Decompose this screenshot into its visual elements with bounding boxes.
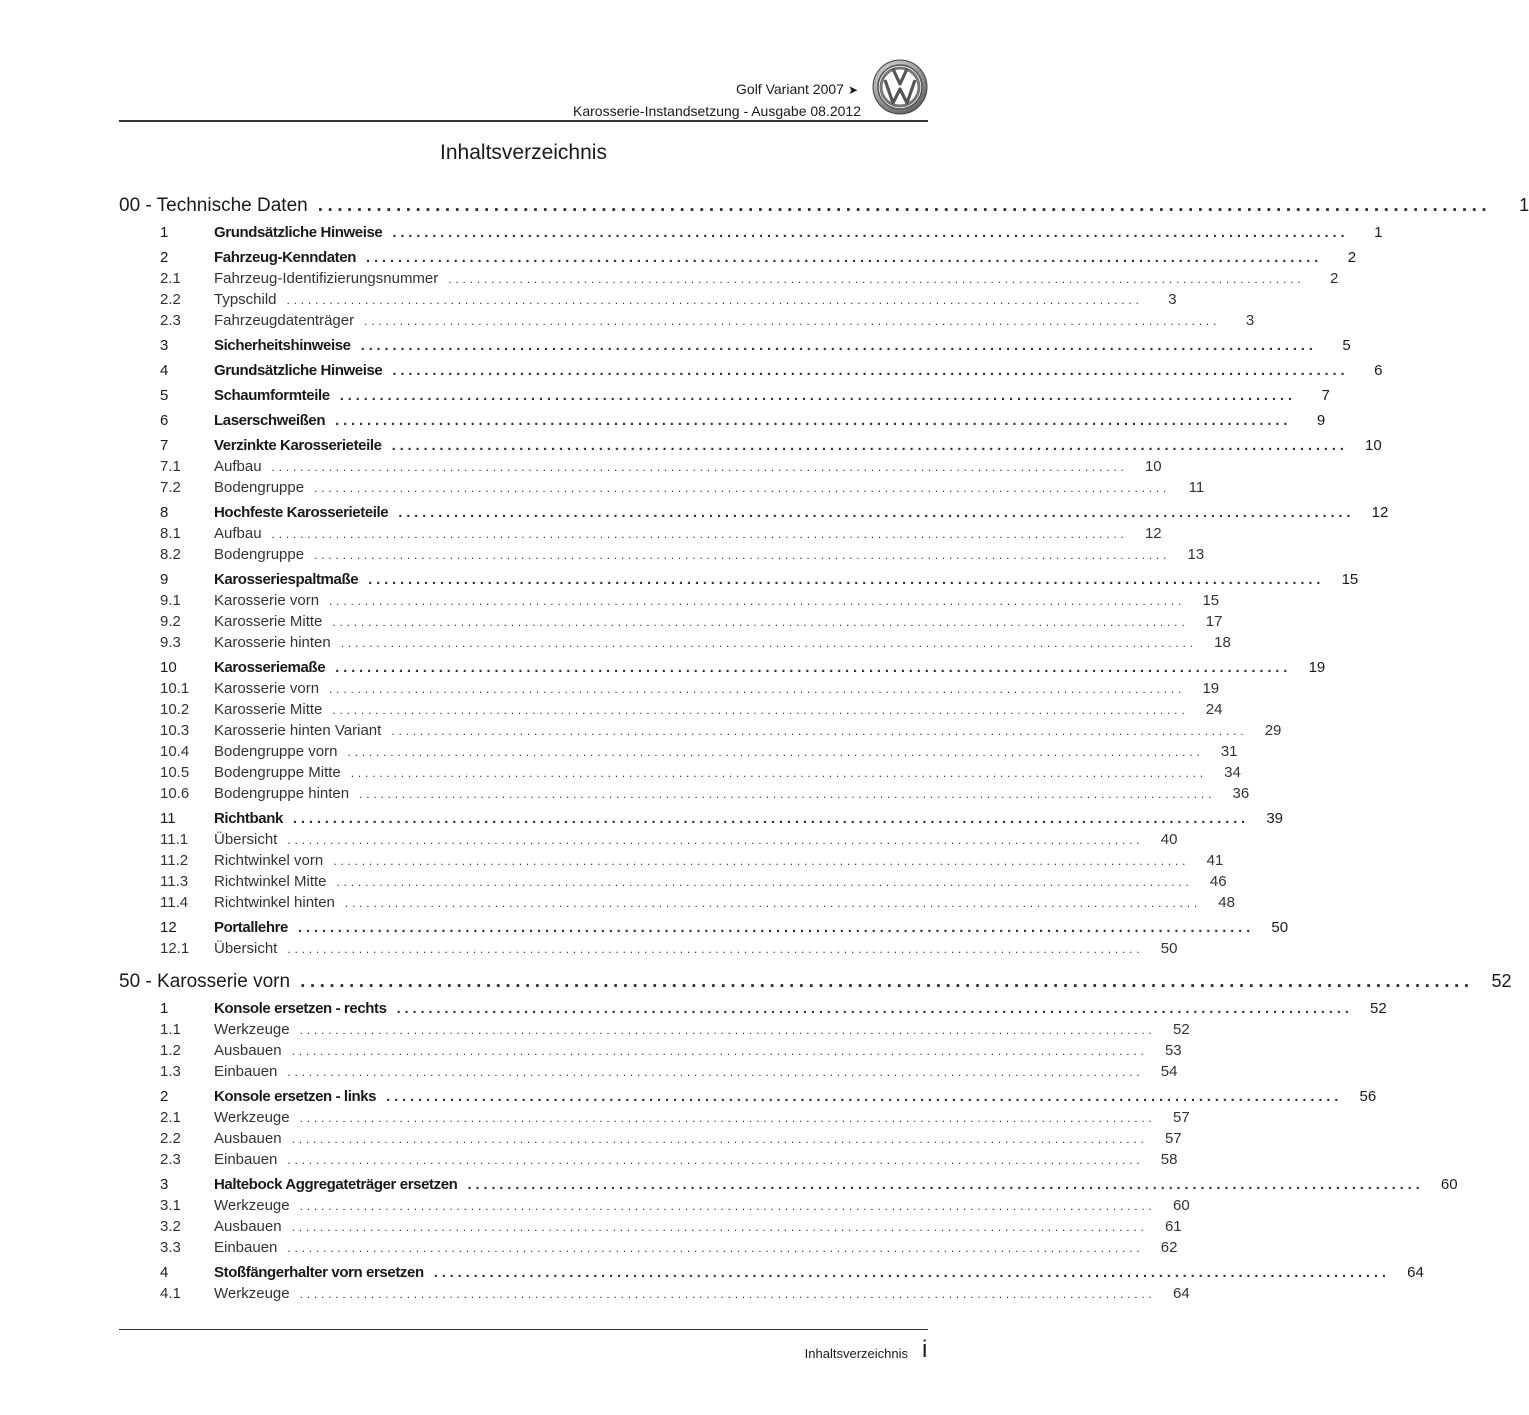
toc-entry-title: Richtbank bbox=[214, 810, 283, 827]
header-divider bbox=[119, 120, 928, 122]
toc-entry-number: 2.1 bbox=[160, 1109, 181, 1126]
footer-label: Inhaltsverzeichnis bbox=[804, 1346, 908, 1361]
toc-entry-number: 2 bbox=[160, 1088, 169, 1105]
toc-section[interactable] bbox=[119, 362, 1383, 383]
toc-page-number: 10 bbox=[1144, 458, 1162, 475]
toc-entry-number: 6 bbox=[160, 412, 169, 429]
toc-entry-title: Hochfeste Karosserieteile bbox=[214, 504, 389, 521]
toc-entry-number: 5 bbox=[160, 387, 169, 404]
toc-entry-title: Karosseriemaße bbox=[214, 659, 326, 676]
toc-page-number: 52 bbox=[1172, 1021, 1190, 1038]
document-model bbox=[736, 80, 858, 99]
toc-entry-title: Ausbauen bbox=[214, 1218, 282, 1235]
toc-entry-title: Ausbauen bbox=[214, 1042, 282, 1059]
toc-page-number: 12 bbox=[1371, 504, 1389, 521]
toc-entry-title: Grundsätzliche Hinweise bbox=[214, 362, 383, 379]
toc-section[interactable] bbox=[119, 659, 1326, 680]
toc-section[interactable] bbox=[119, 504, 1389, 525]
toc-entry-title: Werkzeuge bbox=[214, 1109, 290, 1126]
toc-entry-number: 10.4 bbox=[160, 743, 190, 760]
toc-entry-title: Aufbau bbox=[214, 525, 262, 542]
toc-page-number: 2 bbox=[1347, 249, 1357, 266]
dot-leader: ........................................................................................................................ bbox=[344, 896, 1201, 910]
toc-entry-number: 2.3 bbox=[160, 1151, 181, 1168]
toc-entry-title: Richtwinkel Mitte bbox=[214, 873, 327, 890]
toc-entry-title: Bodengruppe bbox=[214, 546, 305, 563]
toc-page-number: 57 bbox=[1172, 1109, 1190, 1126]
dot-leader: ........................................................................................................................ bbox=[287, 833, 1144, 847]
dot-leader: ........................................................................................................................ bbox=[347, 745, 1204, 759]
toc-page-number: 19 bbox=[1202, 680, 1220, 697]
toc-page-number: 40 bbox=[1160, 831, 1178, 848]
toc-section[interactable] bbox=[119, 387, 1330, 408]
toc-page-number: 3 bbox=[1168, 291, 1177, 308]
toc-sub[interactable] bbox=[119, 1130, 1182, 1151]
toc-entry-number: 8 bbox=[160, 504, 169, 521]
toc-entry-title: Einbauen bbox=[214, 1151, 278, 1168]
model-name: Golf Variant 2007 bbox=[736, 81, 844, 97]
dot-leader: ........................................................................................................................ bbox=[332, 615, 1189, 629]
toc-entry-title: Sicherheitshinweise bbox=[214, 337, 351, 354]
toc-entry-title: Werkzeuge bbox=[214, 1285, 290, 1302]
toc-page-number: 9 bbox=[1316, 412, 1326, 429]
toc-entry-number: 9 bbox=[160, 571, 169, 588]
toc-page-number: 36 bbox=[1232, 785, 1250, 802]
toc-page-number: 39 bbox=[1266, 810, 1284, 827]
toc-page-number: 24 bbox=[1205, 701, 1223, 718]
toc-section[interactable] bbox=[119, 224, 1383, 245]
toc-entry-title: Karosserie Mitte bbox=[214, 613, 323, 630]
toc-entry-title: Werkzeuge bbox=[214, 1021, 290, 1038]
dot-leader: ........................................................................................................................ bbox=[359, 787, 1216, 801]
dot-leader: ........................................................................................................................ bbox=[299, 1111, 1156, 1125]
toc-entry-title: Karosserie Mitte bbox=[214, 701, 323, 718]
toc-page-number: 15 bbox=[1341, 571, 1359, 588]
toc-page-number: 17 bbox=[1205, 613, 1223, 630]
toc-sub[interactable] bbox=[119, 764, 1241, 785]
toc-entry-number: 12 bbox=[160, 919, 177, 936]
toc-section[interactable] bbox=[119, 810, 1284, 831]
toc-sub[interactable] bbox=[119, 1109, 1190, 1130]
dot-leader: ........................................................................................................................ bbox=[332, 703, 1189, 717]
toc-chapter[interactable] bbox=[119, 195, 1529, 220]
dot-leader: ........................................................................................................................ bbox=[335, 659, 1292, 676]
toc-page-number: 61 bbox=[1164, 1218, 1182, 1235]
toc-entry-number: 9.3 bbox=[160, 634, 181, 651]
toc-entry-number: 4.1 bbox=[160, 1285, 181, 1302]
toc-sub[interactable] bbox=[119, 312, 1255, 333]
toc-section[interactable] bbox=[119, 1088, 1377, 1109]
toc-page-number: 52 bbox=[1369, 1000, 1387, 1017]
toc-entry-title: Bodengruppe Mitte bbox=[214, 764, 341, 781]
toc-sub[interactable] bbox=[119, 634, 1231, 655]
dot-leader: ........................................................................................................................ bbox=[448, 272, 1305, 286]
toc-page-number: 31 bbox=[1220, 743, 1238, 760]
toc-section[interactable] bbox=[119, 437, 1382, 458]
toc-entry-number: 11.4 bbox=[160, 894, 189, 911]
toc-entry-title: Haltebock Aggregateträger ersetzen bbox=[214, 1176, 458, 1193]
toc-entry-number: 11.3 bbox=[160, 873, 189, 890]
toc-page-number: 6 bbox=[1374, 362, 1383, 379]
dot-leader: ........................................................................................................................ bbox=[386, 1088, 1343, 1105]
toc-entry-title: Bodengruppe bbox=[214, 479, 305, 496]
toc-section[interactable] bbox=[119, 1176, 1458, 1197]
toc-page-number: 52 bbox=[1491, 971, 1512, 991]
dot-leader: ........................................................................................................................ bbox=[391, 724, 1248, 738]
toc-entry-number: 11.1 bbox=[160, 831, 189, 848]
dot-leader: ........................................................................................................................ bbox=[287, 942, 1144, 956]
toc-entry-number: 2.2 bbox=[160, 291, 181, 308]
toc-entry-number: 4 bbox=[160, 362, 169, 379]
toc-page-number: 15 bbox=[1202, 592, 1220, 609]
toc-page-number: 3 bbox=[1245, 312, 1255, 329]
toc-sub[interactable] bbox=[119, 722, 1282, 743]
toc-entry-number: 11.2 bbox=[160, 852, 189, 869]
toc-sub[interactable] bbox=[119, 546, 1205, 567]
toc-entry-title: Richtwinkel vorn bbox=[214, 852, 324, 869]
toc-sub[interactable] bbox=[119, 940, 1178, 961]
toc-page-number: 50 bbox=[1271, 919, 1289, 936]
toc-entry-number: 3.3 bbox=[160, 1239, 181, 1256]
toc-entry-title: Konsole ersetzen - rechts bbox=[214, 1000, 387, 1017]
dot-leader: ........................................................................................................................ bbox=[360, 337, 1317, 354]
toc-entry-number: 7.2 bbox=[160, 479, 181, 496]
toc-entry-number: 9.2 bbox=[160, 613, 181, 630]
dot-leader: ........................................................................................................................ bbox=[292, 810, 1250, 827]
dot-leader: ........................................................................................................................ bbox=[391, 437, 1348, 454]
toc-sub[interactable] bbox=[119, 1063, 1178, 1084]
next-arrow-icon[interactable]: ➤ bbox=[847, 83, 858, 97]
dot-leader: ........................................................................................................................ bbox=[333, 854, 1190, 868]
dot-leader: ........................................................................................................................ bbox=[287, 1153, 1144, 1167]
toc-entry-number: 11 bbox=[160, 810, 176, 827]
toc-sub[interactable] bbox=[119, 1218, 1182, 1239]
dot-leader: ........................................................................................................................ bbox=[271, 527, 1128, 541]
toc-page-number: 13 bbox=[1187, 546, 1205, 563]
toc-page-number: 12 bbox=[1144, 525, 1162, 542]
toc-entry-title: Laserschweißen bbox=[214, 412, 326, 429]
toc-entry-number: 10 bbox=[160, 659, 177, 676]
toc-entry-number: 10.5 bbox=[160, 764, 190, 781]
toc-page-number: 19 bbox=[1308, 659, 1326, 676]
toc-page-number: 5 bbox=[1342, 337, 1351, 354]
toc-entry-number: 2 bbox=[160, 249, 169, 266]
chapter-spacer bbox=[119, 961, 928, 971]
toc-section[interactable] bbox=[119, 412, 1326, 433]
toc-entry-title: Karosserie hinten bbox=[214, 634, 331, 651]
toc-chapter[interactable] bbox=[119, 971, 1512, 996]
toc-entry-title: 50 - Karosserie vorn bbox=[119, 971, 291, 992]
toc-entry-number: 1.2 bbox=[160, 1042, 181, 1059]
toc-entry-title: Bodengruppe vorn bbox=[214, 743, 338, 760]
dot-leader: ........................................................................................................................ bbox=[300, 971, 1474, 992]
toc-entry-number: 2.1 bbox=[160, 270, 181, 287]
toc-entry-title: Richtwinkel hinten bbox=[214, 894, 335, 911]
toc-entry-number: 3.2 bbox=[160, 1218, 181, 1235]
toc-page-number: 64 bbox=[1172, 1285, 1190, 1302]
toc-entry-title: Verzinkte Karosserieteile bbox=[214, 437, 382, 454]
toc-section[interactable] bbox=[119, 249, 1357, 270]
toc-entry-number: 3 bbox=[160, 337, 169, 354]
dot-leader: ........................................................................................................................ bbox=[364, 314, 1221, 328]
toc-entry-title: Fahrzeug-Identifizierungsnummer bbox=[214, 270, 439, 287]
vw-logo-icon bbox=[872, 59, 928, 115]
toc-entry-number: 9.1 bbox=[160, 592, 181, 609]
toc-sub[interactable] bbox=[119, 1197, 1190, 1218]
toc-page-number: 7 bbox=[1321, 387, 1330, 404]
toc-page-number: 11 bbox=[1188, 479, 1205, 496]
toc-entry-number: 3.1 bbox=[160, 1197, 181, 1214]
toc-section[interactable] bbox=[119, 1000, 1387, 1021]
toc-sub[interactable] bbox=[119, 479, 1205, 500]
toc-entry-number: 1.3 bbox=[160, 1063, 181, 1080]
toc-entry-number: 10.1 bbox=[160, 680, 190, 697]
toc-entry-title: Bodengruppe hinten bbox=[214, 785, 350, 802]
page-number: i bbox=[922, 1336, 928, 1363]
toc-sub[interactable] bbox=[119, 270, 1339, 291]
toc-entry-number: 10.3 bbox=[160, 722, 190, 739]
dot-leader: ........................................................................................................................ bbox=[368, 571, 1325, 588]
toc-sub[interactable] bbox=[119, 785, 1250, 806]
dot-leader: ........................................................................................................................ bbox=[329, 594, 1186, 608]
toc-entry-title: Einbauen bbox=[214, 1063, 278, 1080]
toc-entry-number: 1 bbox=[160, 1000, 169, 1017]
footer-divider bbox=[119, 1329, 928, 1330]
toc-entry-title: Übersicht bbox=[214, 940, 278, 957]
table-of-contents bbox=[119, 195, 1529, 1306]
toc-page-number: 60 bbox=[1440, 1176, 1458, 1193]
dot-leader: ........................................................................................................................ bbox=[291, 1044, 1148, 1058]
toc-section[interactable] bbox=[119, 571, 1359, 592]
toc-sub[interactable] bbox=[119, 873, 1227, 894]
toc-page-number: 56 bbox=[1359, 1088, 1377, 1105]
toc-page-number: 18 bbox=[1214, 634, 1231, 651]
dot-leader: ........................................................................................................................ bbox=[286, 293, 1143, 307]
toc-sub[interactable] bbox=[119, 1285, 1190, 1306]
dot-leader: ........................................................................................................................ bbox=[396, 1000, 1353, 1017]
toc-page-number: 53 bbox=[1164, 1042, 1182, 1059]
toc-section[interactable] bbox=[119, 337, 1351, 358]
toc-sub[interactable] bbox=[119, 701, 1223, 722]
toc-entry-number: 12.1 bbox=[160, 940, 190, 957]
toc-entry-number: 7 bbox=[160, 437, 169, 454]
toc-sub[interactable] bbox=[119, 1021, 1190, 1042]
toc-entry-title: 00 - Technische Daten bbox=[119, 195, 308, 216]
toc-sub[interactable] bbox=[119, 525, 1162, 546]
dot-leader: ........................................................................................................................ bbox=[287, 1241, 1144, 1255]
dot-leader: ........................................................................................................................ bbox=[350, 766, 1207, 780]
toc-entry-number: 4 bbox=[160, 1264, 169, 1281]
dot-leader: ........................................................................................................................ bbox=[336, 875, 1193, 889]
dot-leader: ........................................................................................................................ bbox=[335, 412, 1292, 429]
toc-entry-title: Portallehre bbox=[214, 919, 288, 936]
toc-sub[interactable] bbox=[119, 613, 1223, 634]
document-subtitle: Karosserie-Instandsetzung - Ausgabe 08.2012 bbox=[573, 103, 861, 119]
dot-leader: ........................................................................................................................ bbox=[433, 1264, 1390, 1281]
toc-entry-number: 8.2 bbox=[160, 546, 181, 563]
toc-sub[interactable] bbox=[119, 852, 1224, 873]
toc-entry-number: 2.3 bbox=[160, 312, 181, 329]
toc-sub[interactable] bbox=[119, 1151, 1178, 1172]
toc-entry-title: Karosseriespaltmaße bbox=[214, 571, 359, 588]
toc-sub[interactable] bbox=[119, 592, 1220, 613]
toc-entry-number: 10.6 bbox=[160, 785, 190, 802]
dot-leader: ........................................................................................................................ bbox=[314, 548, 1171, 562]
dot-leader: ........................................................................................................................ bbox=[291, 1132, 1148, 1146]
toc-page-number: 41 bbox=[1206, 852, 1224, 869]
toc-page-number: 1 bbox=[1374, 224, 1383, 241]
toc-page-number: 34 bbox=[1224, 764, 1241, 781]
dot-leader: ........................................................................................................................ bbox=[329, 682, 1186, 696]
toc-sub[interactable] bbox=[119, 680, 1220, 701]
toc-page-number: 57 bbox=[1164, 1130, 1182, 1147]
toc-entry-title: Karosserie hinten Variant bbox=[214, 722, 382, 739]
toc-entry-title: Einbauen bbox=[214, 1239, 278, 1256]
toc-entry-title: Ausbauen bbox=[214, 1130, 282, 1147]
toc-entry-number: 1.1 bbox=[160, 1021, 181, 1038]
toc-sub[interactable] bbox=[119, 743, 1238, 764]
dot-leader: ........................................................................................................................ bbox=[392, 362, 1349, 379]
toc-page-number: 60 bbox=[1172, 1197, 1190, 1214]
toc-entry-number: 2.2 bbox=[160, 1130, 181, 1147]
toc-section[interactable] bbox=[119, 919, 1289, 940]
dot-leader: ........................................................................................................................ bbox=[299, 1199, 1156, 1213]
toc-entry-title: Schaumformteile bbox=[214, 387, 330, 404]
dot-leader: ........................................................................................................................ bbox=[392, 224, 1349, 241]
dot-leader: ........................................................................................................................ bbox=[340, 636, 1197, 650]
dot-leader: ........................................................................................................................ bbox=[339, 387, 1296, 404]
toc-page-number: 64 bbox=[1407, 1264, 1424, 1281]
toc-entry-number: 1 bbox=[160, 224, 169, 241]
toc-sub[interactable] bbox=[119, 458, 1162, 479]
toc-page-number: 2 bbox=[1330, 270, 1339, 287]
toc-entry-title: Konsole ersetzen - links bbox=[214, 1088, 377, 1105]
dot-leader: ........................................................................................................................ bbox=[365, 249, 1323, 266]
toc-page-number: 46 bbox=[1209, 873, 1227, 890]
toc-entry-title: Stoßfängerhalter vorn ersetzen bbox=[214, 1264, 424, 1281]
dot-leader: ........................................................................................................................ bbox=[297, 919, 1255, 936]
toc-page-number: 10 bbox=[1365, 437, 1382, 454]
toc-page-number: 29 bbox=[1264, 722, 1282, 739]
toc-entry-title: Fahrzeugdatenträger bbox=[214, 312, 355, 329]
page-title: Inhaltsverzeichnis bbox=[440, 141, 607, 164]
toc-page-number: 62 bbox=[1160, 1239, 1178, 1256]
toc-page-number: 58 bbox=[1160, 1151, 1178, 1168]
toc-sub[interactable] bbox=[119, 1042, 1182, 1063]
toc-page-number: 50 bbox=[1160, 940, 1178, 957]
dot-leader: ........................................................................................................................ bbox=[467, 1176, 1424, 1193]
dot-leader: ........................................................................................................................ bbox=[299, 1023, 1156, 1037]
toc-section[interactable] bbox=[119, 1264, 1424, 1285]
toc-entry-number: 7.1 bbox=[160, 458, 181, 475]
toc-sub[interactable] bbox=[119, 894, 1235, 915]
dot-leader: ........................................................................................................................ bbox=[314, 481, 1171, 495]
toc-page-number: 48 bbox=[1218, 894, 1235, 911]
toc-page-number: 54 bbox=[1160, 1063, 1178, 1080]
toc-entry-number: 3 bbox=[160, 1176, 169, 1193]
toc-entry-number: 8.1 bbox=[160, 525, 181, 542]
toc-page-number: 1 bbox=[1519, 195, 1529, 215]
dot-leader: ........................................................................................................................ bbox=[291, 1220, 1148, 1234]
toc-entry-title: Grundsätzliche Hinweise bbox=[214, 224, 383, 241]
toc-sub[interactable] bbox=[119, 1239, 1178, 1260]
toc-entry-title: Aufbau bbox=[214, 458, 262, 475]
toc-entry-title: Typschild bbox=[214, 291, 277, 308]
toc-entry-title: Karosserie vorn bbox=[214, 680, 320, 697]
dot-leader: ........................................................................................................................ bbox=[299, 1287, 1156, 1301]
dot-leader: ........................................................................................................................ bbox=[317, 195, 1492, 216]
dot-leader: ........................................................................................................................ bbox=[287, 1065, 1144, 1079]
toc-entry-title: Übersicht bbox=[214, 831, 278, 848]
toc-sub[interactable] bbox=[119, 831, 1178, 852]
toc-entry-title: Karosserie vorn bbox=[214, 592, 320, 609]
toc-entry-title: Fahrzeug-Kenndaten bbox=[214, 249, 356, 266]
toc-entry-number: 10.2 bbox=[160, 701, 190, 718]
dot-leader: ........................................................................................................................ bbox=[271, 460, 1128, 474]
toc-entry-title: Werkzeuge bbox=[214, 1197, 290, 1214]
toc-sub[interactable] bbox=[119, 291, 1177, 312]
dot-leader: ........................................................................................................................ bbox=[398, 504, 1355, 521]
